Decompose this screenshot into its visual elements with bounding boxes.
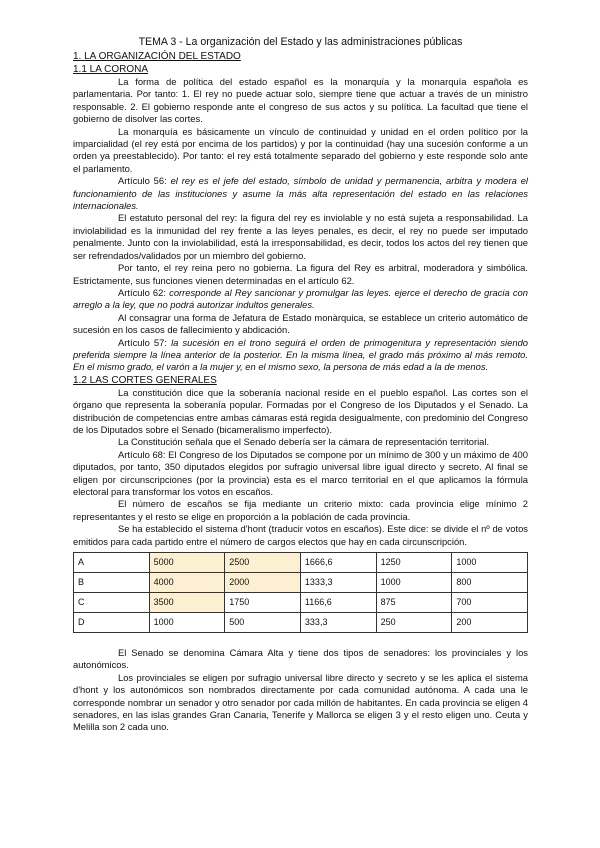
quotient-cell: 5000: [149, 553, 225, 573]
subsection-heading-corona: 1.1 LA CORONA: [73, 64, 149, 75]
document-title: TEMA 3 - La organización del Estado y las administraciones públicas: [138, 36, 463, 48]
quotient-cell: 200: [452, 613, 528, 633]
paragraph: [73, 647, 528, 672]
quotient-cell: 1000: [452, 553, 528, 573]
dhont-table: [73, 552, 528, 633]
senado-section: [73, 647, 528, 734]
paragraph-text: La monarquía es básicamente un vínculo de continuidad y unidad en el orden político por la imparcialidad (el rey está por encima de los partidos) y por la continuidad (hay una sucesión conforme a un orden ya preestablecido). Por tanto: el rey está totalmente separado del gobierno y este responde solo ante el parlamento.: [73, 125, 528, 174]
paragraph: [73, 387, 528, 437]
quotient-cell: 1666,6: [300, 553, 376, 573]
quotient-cell: 875: [376, 593, 452, 613]
quotient-cell: 700: [452, 593, 528, 613]
paragraph-text: Se ha establecido el sistema d'hont (traducir votos en escaños). Este dice: se divide el nº de votos emitidos para cada partido entre el número de cargos electos que hay en cada circunscripción.: [73, 523, 528, 547]
article-text: el rey es el jefe del estado, símbolo de unidad y permanencia, arbitra y modera el funcionamiento de las instituciones y asume la más alta representación del estado en las relaciones internacionales.: [73, 175, 528, 212]
table-row: [74, 553, 528, 573]
paragraph-text: La Constitución señala que el Senado debería ser la cámara de representación territorial.: [118, 436, 490, 448]
paragraph: [73, 287, 528, 312]
quotient-cell: 1250: [376, 553, 452, 573]
quotient-cell: 250: [376, 613, 452, 633]
quotient-cell: 4000: [149, 573, 225, 593]
quotient-cell: 1166,6: [300, 593, 376, 613]
table-row: [74, 613, 528, 633]
paragraph: [73, 449, 528, 499]
paragraph: [73, 337, 528, 374]
paragraph: [73, 498, 528, 523]
paragraph-text: Artículo 68: El Congreso de los Diputados se compone por un mínimo de 300 y un máximo de 400 diputados, por tanto, 350 diputados elegidos por sufragio universal libre igual directo y secreto. Al final se eligen por circunscripciones (por la provincia) esta es el marco territorial en el que aplicamos la fórmula electoral para transformar los votos en escaños.: [73, 448, 528, 497]
paragraph: [73, 126, 528, 176]
party-cell: C: [74, 593, 150, 613]
article-label: Artículo 57:: [118, 336, 172, 348]
quotient-cell: 1333,3: [300, 573, 376, 593]
paragraph: [73, 312, 528, 337]
quotient-cell: 1000: [376, 573, 452, 593]
quotient-cell: 1000: [149, 613, 225, 633]
paragraph: [73, 523, 528, 548]
party-cell: D: [74, 613, 150, 633]
article-text: la sucesión en el trono seguirá el orden de primogenitura y representación siendo preferida siempre la línea anterior de la posterior. En la misma línea, el grado más próximo al más remoto. En el mismo grado, el varón a la mujer y, en el mismo sexo, la persona de más edad a la de menos.: [73, 336, 528, 373]
paragraph-text: Por tanto, el rey reina pero no gobierna. La figura del Rey es arbitral, moderadora y simbólica. Estrictamente, sus funciones vienen determinadas en el artículo 62.: [73, 262, 528, 286]
party-cell: B: [74, 573, 150, 593]
document-page: [73, 36, 528, 734]
section-heading: 1. LA ORGANIZACIÓN DEL ESTADO: [73, 51, 241, 62]
party-cell: A: [74, 553, 150, 573]
quotient-cell: 500: [225, 613, 301, 633]
table-row: [74, 573, 528, 593]
paragraph-text: Al consagrar una forma de Jefatura de Estado monàrquica, se establece un criterio automático de sucesión en los casos de fallecimiento y abdicación.: [73, 311, 528, 336]
paragraph-text: La forma de política del estado español es la monarquía y la monarquía española es parlamentaria. Por tanto: 1. El rey no puede actuar solo, siempre tiene que actuar a través de un ministro responsable. 2. El gobierno responde ante el congreso de sus actos y su política. La facultad que tiene el gobierno de disolver las cortes.: [73, 76, 528, 125]
article-text: corresponde al Rey sancionar y promulgar las leyes. ejerce el derecho de gracia con arreglo a la ley, que no podrá autorizar indultos generales.: [73, 286, 528, 311]
paragraph: [73, 175, 528, 212]
paragraph-text: Los provinciales se eligen por sufragio universal libre directo y secreto y se les aplica el sistema d'hont y los autonómicos son nombrados directamente por cada comunidad autónoma. A cada una le corresponde nombrar un senador y otro senador por cada millón de habitantes. En cada provincia se eligen 4 senadores, en las islas grandes Gran Canaria, Tenerife y Mallorca se eligen 3 y el resto eligen uno. Ceuta y Melilla son 2 cada uno.: [73, 671, 528, 733]
article-label: Artículo 56:: [118, 175, 171, 187]
quotient-cell: 333,3: [300, 613, 376, 633]
paragraph-text: El estatuto personal del rey: la figura del rey es inviolable y no está sujeta a responsabilidad. La inviolabilidad es la inmunidad del rey frente a las leyes penales, es decir, el rey no puede ser imputado penalmente. Junto con la inviolabilidad, está la irresponsabilidad, es decir, todos los actos del rey tienen que ser refrendados/validados por un miembro del gobierno.: [73, 212, 528, 261]
cortes-section: [73, 387, 528, 548]
quotient-cell: 3500: [149, 593, 225, 613]
quotient-cell: 1750: [225, 593, 301, 613]
article-label: Artículo 62:: [118, 286, 170, 298]
paragraph-text: La constitución dice que la soberanía nacional reside en el pueblo español. Las cortes son el órgano que representa la soberanía popular. Formadas por el Congreso de los Diputados y el Senado. La distribución de competencias entre ambas cámaras está regida desigualmente, con predominio del Congreso de los Diputados sobre el Senado (bicameralismo imperfecto).: [73, 386, 528, 435]
paragraph: [73, 672, 528, 734]
paragraph: [73, 262, 528, 287]
paragraph-text: El Senado se denomina Cámara Alta y tiene dos tipos de senadores: los provinciales y los autonómicos.: [73, 647, 528, 671]
quotient-cell: 800: [452, 573, 528, 593]
subsection-heading-cortes: 1.2 LAS CORTES GENERALES: [73, 374, 217, 386]
table-row: [74, 593, 528, 613]
quotient-cell: 2500: [225, 553, 301, 573]
quotient-cell: 2000: [225, 573, 301, 593]
paragraph-text: El número de escaños se fija mediante un criterio mixto: cada provincia elige mínimo 2 representantes y el resto se elige en proporción a la población de cada provincia.: [73, 498, 528, 522]
corona-section: [73, 76, 528, 374]
paragraph: [73, 212, 528, 262]
paragraph: [73, 436, 528, 448]
paragraph: [73, 76, 528, 126]
